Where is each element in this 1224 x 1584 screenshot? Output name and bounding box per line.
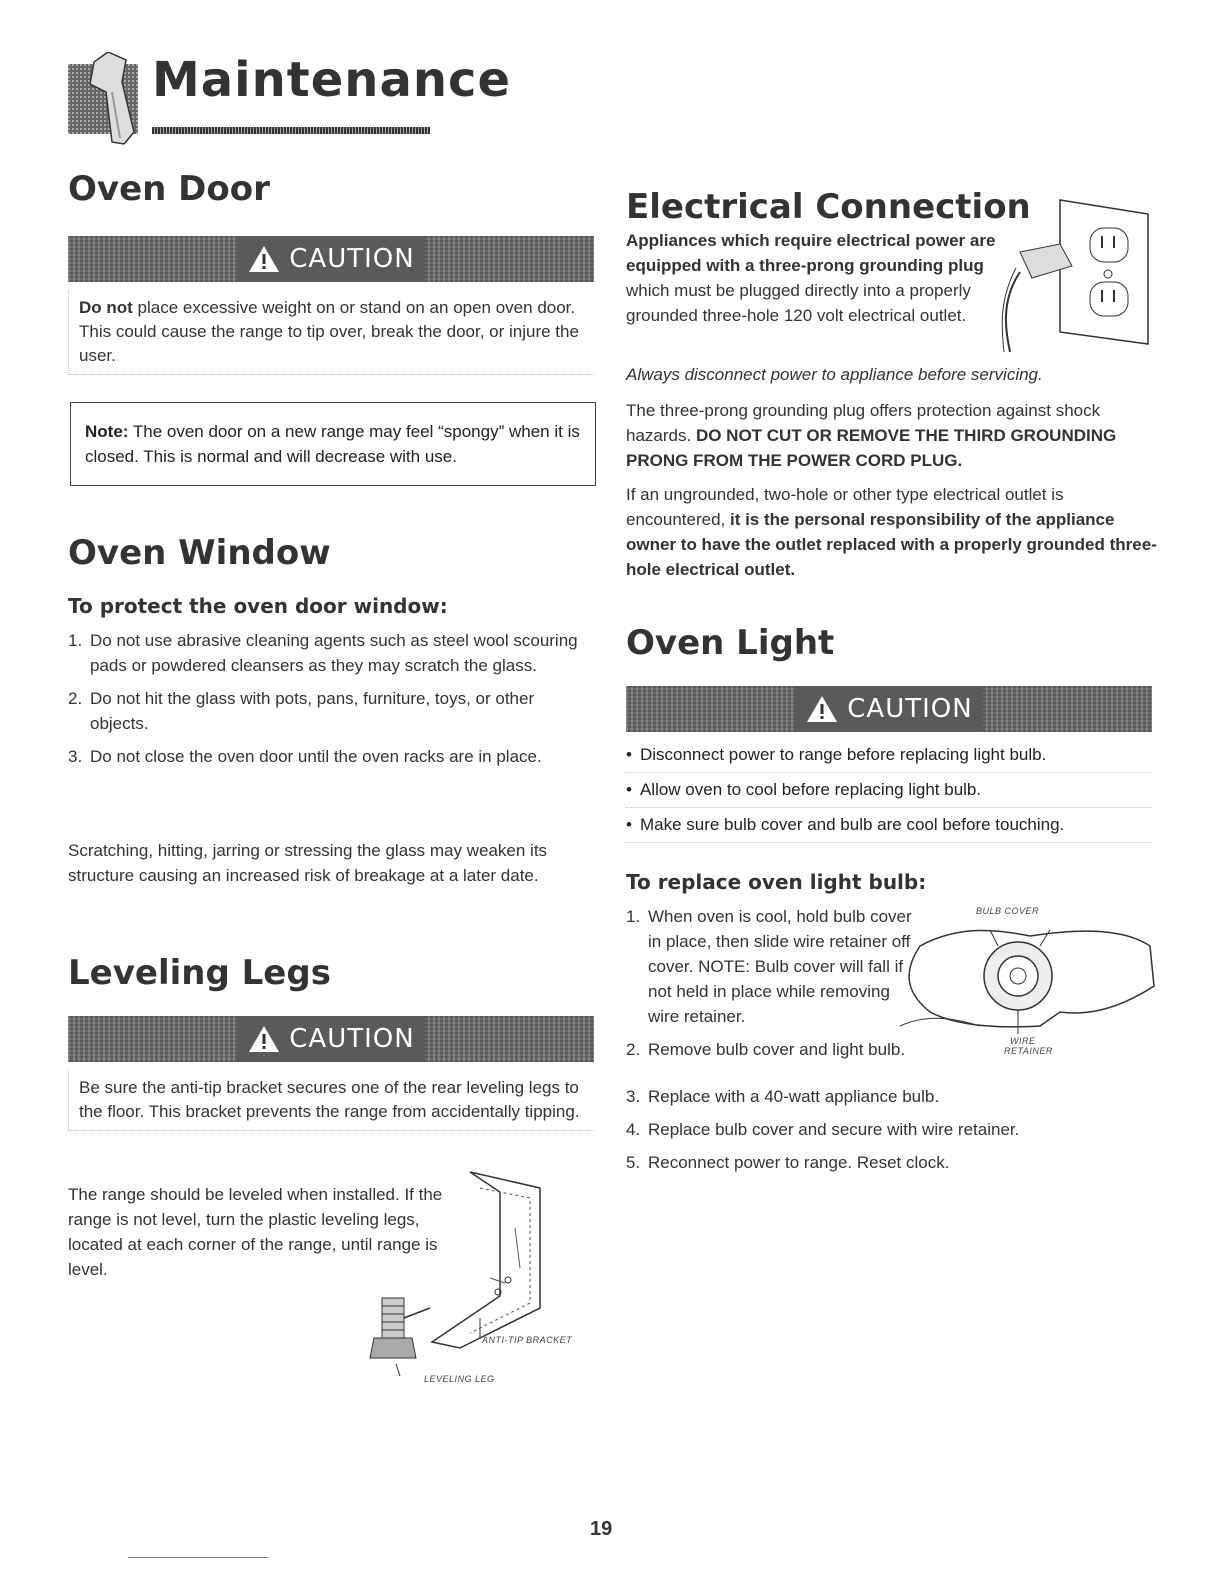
note-box — [70, 402, 596, 486]
oven-door-heading: Oven Door — [68, 169, 270, 209]
list-item: • Disconnect power to range before replacing light bulb. — [626, 738, 1152, 773]
page-number: 19 — [590, 1518, 613, 1540]
grounding-paragraph: The three-prong grounding plug offers protection against shock hazards. DO NOT CUT OR REMOVE THE THIRD GROUNDING PRONG FROM THE POWER CORD PLUG. — [626, 401, 1117, 470]
ungrounded-paragraph: If an ungrounded, two-hole or other type electrical outlet is encountered, it is the personal responsibility of the appliance owner to have the outlet replaced with a properly grounded three-hole electrical outlet. — [626, 485, 1157, 579]
oven-window-heading: Oven Window — [68, 533, 331, 573]
anti-tip-bracket-diagram — [360, 1168, 600, 1388]
retainer-label: RETAINER — [1004, 1046, 1053, 1056]
oven-light-steps-a — [626, 904, 916, 1070]
list-item: 2. Do not hit the glass with pots, pans, furniture, toys, or other objects. — [68, 689, 535, 733]
oven-door-caution-banner — [68, 236, 594, 282]
list-item: 1. Do not use abrasive cleaning agents such as steel wool scouring pads or powdered cleansers as they may scratch the glass. — [68, 631, 578, 675]
list-item: 4. Replace bulb cover and secure with wire retainer. — [626, 1120, 1020, 1139]
wire-label: WIRE — [1010, 1036, 1036, 1046]
disconnect-warning: Always disconnect power to appliance before servicing. — [626, 365, 1043, 384]
oven-door-caution-text — [68, 290, 594, 375]
wrench-icon — [68, 52, 146, 148]
caution-label: CAUTION — [289, 244, 415, 274]
oven-window-closing: Scratching, hitting, jarring or stressing the glass may weaken its structure causing an increased risk of breakage at a later date. — [68, 841, 548, 885]
list-item: 3. Replace with a 40-watt appliance bulb. — [626, 1087, 940, 1106]
leveling-legs-heading: Leveling Legs — [68, 953, 331, 993]
oven-window-list — [68, 628, 594, 777]
note-label: Note: — [85, 422, 129, 441]
title-rule — [152, 127, 430, 134]
oven-light-caution-list — [626, 738, 1152, 843]
electrical-intro — [626, 228, 1008, 328]
list-item: • Allow oven to cool before replacing light bulb. — [626, 773, 1152, 808]
leveling-legs-body: The range should be leveled when installed. If the range is not level, turn the plastic leveling legs, located at each corner of the range, until range is level. — [68, 1185, 443, 1279]
oven-light-caution-banner — [626, 686, 1152, 732]
electrical-connection-heading: Electrical Connection — [626, 187, 1031, 227]
electrical-intro-text: which must be plugged directly into a properly grounded three-hole 120 volt electrical outlet. — [626, 281, 971, 325]
electrical-intro-emphasis: Appliances which require electrical power are equipped with a three-prong grounding plug — [626, 231, 996, 275]
oven-light-steps-b — [626, 1084, 1166, 1183]
note-text: The oven door on a new range may feel “spongy” when it is closed. This is normal and will decrease with use. — [85, 422, 580, 466]
list-item: 1. When oven is cool, hold bulb cover in place, then slide wire retainer off cover. NOTE: Bulb cover will fall if not held in place while removing wire retainer. — [626, 907, 912, 1026]
list-item: • Make sure bulb cover and bulb are cool before touching. — [626, 808, 1152, 843]
oven-light-heading: Oven Light — [626, 623, 835, 663]
warning-icon — [247, 244, 281, 274]
grounded-outlet-illustration — [990, 192, 1156, 352]
list-item: 3. Do not close the oven door until the oven racks are in place. — [68, 747, 542, 766]
caution-message: place excessive weight on or stand on an open oven door. This could cause the range to tip over, break the door, or injure the user. — [79, 298, 579, 365]
warning-icon — [247, 1024, 281, 1054]
bulb-cover-label: BULB COVER — [976, 906, 1040, 916]
anti-tip-bracket-label: ANTI-TIP BRACKET — [482, 1335, 573, 1345]
oven-window-subtitle: To protect the oven door window: — [68, 594, 448, 618]
leveling-legs-caution-text: Be sure the anti-tip bracket secures one of the rear leveling legs to the floor. This bracket prevents the range from accidentally tipping. — [68, 1070, 594, 1131]
list-item: 5. Reconnect power to range. Reset clock. — [626, 1153, 950, 1172]
leveling-leg-label: LEVELING LEG — [424, 1374, 495, 1384]
caution-label: CAUTION — [847, 694, 973, 724]
page-title: Maintenance — [152, 52, 512, 108]
footer-line — [128, 1557, 268, 1558]
list-item: 2. Remove bulb cover and light bulb. — [626, 1040, 906, 1059]
caution-emphasis: Do not — [79, 298, 133, 317]
leveling-legs-caution-banner — [68, 1016, 594, 1062]
oven-light-subtitle: To replace oven light bulb: — [626, 870, 927, 894]
caution-label: CAUTION — [289, 1024, 415, 1054]
warning-icon — [805, 694, 839, 724]
bulb-replacement-illustration — [890, 916, 1160, 1046]
